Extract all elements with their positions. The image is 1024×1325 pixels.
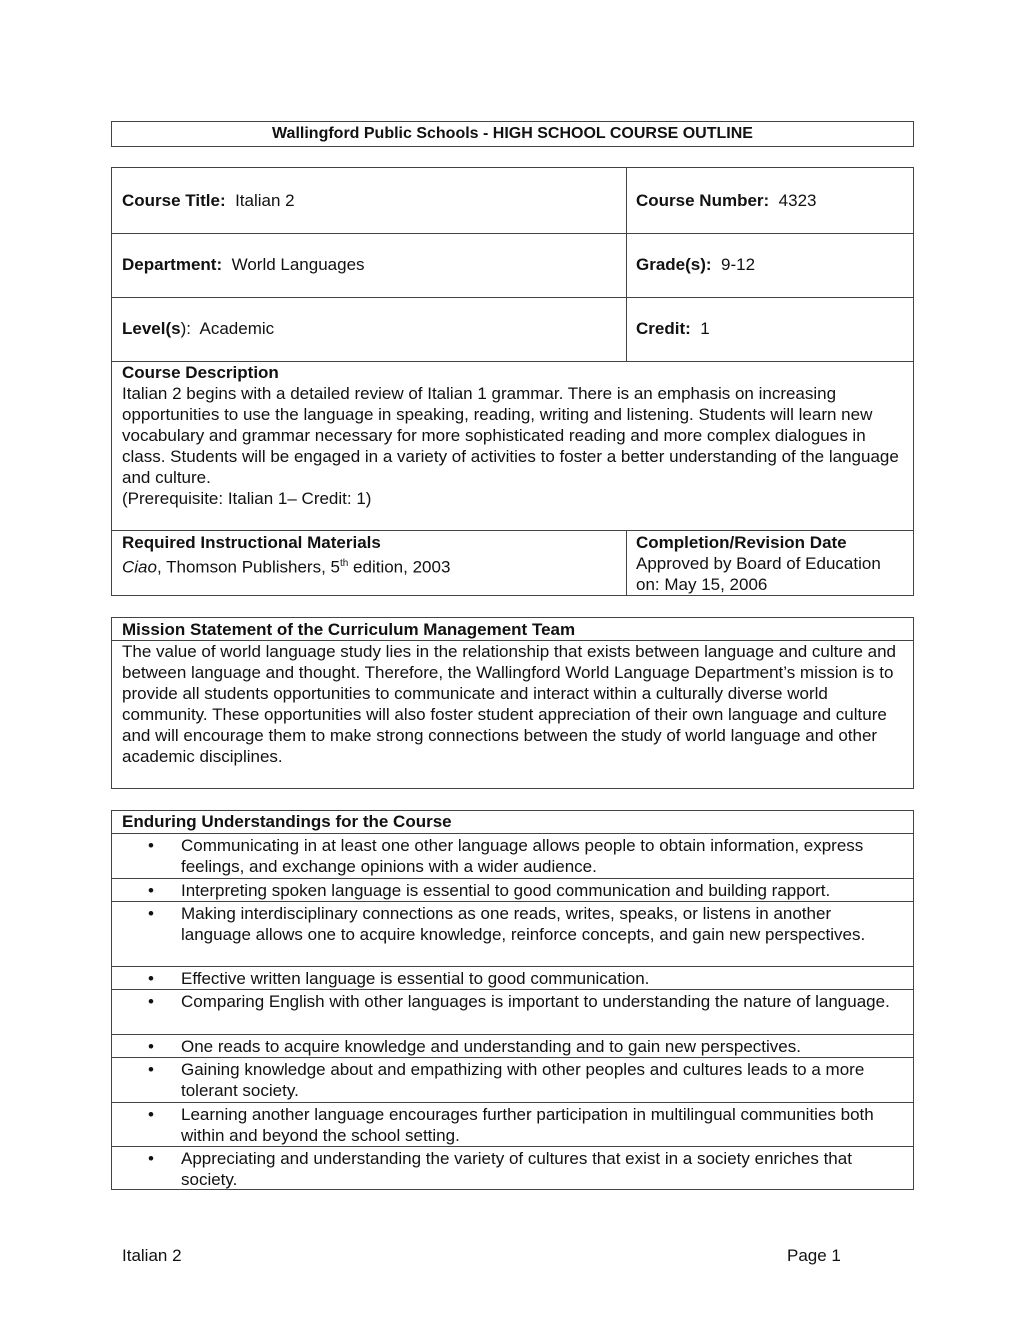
info-row-level <box>112 297 913 362</box>
course-info-table <box>111 167 914 596</box>
info-row-title <box>112 168 913 234</box>
column-divider <box>626 168 627 361</box>
course-description <box>122 362 907 509</box>
enduring-item: • Appreciating and understanding the variety of cultures that exist in a society enriches that society. <box>112 1146 913 1190</box>
footer-page-number: Page 1 <box>787 1246 841 1265</box>
department-cell: Department: World Languages <box>122 255 365 274</box>
course-title-cell: Course Title: Italian 2 <box>122 191 295 210</box>
bullet-icon: • <box>148 1037 154 1056</box>
bullet-icon: • <box>148 1060 154 1079</box>
enduring-understandings <box>111 810 914 1190</box>
completion-date-text: Approved by Board of Education on: May 15, 2006 <box>636 554 881 594</box>
enduring-item: • Gaining knowledge about and empathizing with other peoples and cultures leads to a more tolerant society. <box>112 1057 913 1102</box>
completion-date-title: Completion/Revision Date <box>636 533 847 552</box>
required-materials-text: Ciao, Thomson Publishers, 5th edition, 2003 <box>122 557 451 577</box>
mission-statement <box>111 617 914 789</box>
grades-cell: Grade(s): 9-12 <box>636 255 756 274</box>
enduring-item: • Interpreting spoken language is essential to good communication and building rapport. <box>112 878 913 901</box>
enduring-item: • Comparing English with other languages is important to understanding the nature of language. <box>112 989 913 1034</box>
info-row-department <box>112 233 913 298</box>
levels-cell: Level(s): Academic <box>122 319 275 338</box>
enduring-item: • One reads to acquire knowledge and understanding and to gain new perspectives. <box>112 1034 913 1057</box>
enduring-item: • Effective written language is essential to good communication. <box>112 966 913 989</box>
credit-cell: Credit: 1 <box>636 319 710 338</box>
enduring-item: • Learning another language encourages further participation in multilingual communities both within and beyond the school setting. <box>112 1102 913 1147</box>
course-description-text: Italian 2 begins with a detailed review of Italian 1 grammar. There is an emphasis on increasing opportunities to use the language in speaking, reading, writing and listening. Students will learn new vocabulary and grammar necessary for more sophisticated reading and more complex dialogues in class. Students will be engaged in a variety of activities to foster a better understanding of the language and culture. <box>122 384 899 487</box>
bullet-icon: • <box>148 904 154 923</box>
required-materials-title: Required Instructional Materials <box>122 533 381 552</box>
required-materials <box>122 532 622 578</box>
bullet-icon: • <box>148 881 154 900</box>
course-number-cell: Course Number: 4323 <box>636 191 817 210</box>
bullet-icon: • <box>148 1105 154 1124</box>
course-description-title: Course Description <box>122 363 279 382</box>
bullet-icon: • <box>148 1149 154 1168</box>
enduring-item: • Making interdisciplinary connections as one reads, writes, speaks, or listens in another language allows one to acquire knowledge, reinforce concepts, and gain new perspectives. <box>112 901 913 967</box>
mission-title: Mission Statement of the Curriculum Management Team <box>122 620 576 639</box>
bullet-icon: • <box>148 969 154 988</box>
footer-left: Italian 2 <box>122 1246 182 1265</box>
enduring-title: Enduring Understandings for the Course <box>122 812 452 831</box>
bullet-icon: • <box>148 992 154 1011</box>
materials-column-divider <box>626 530 627 596</box>
materials-divider <box>112 530 913 531</box>
document-header: Wallingford Public Schools - HIGH SCHOOL COURSE OUTLINE <box>111 121 914 147</box>
prerequisite-text: (Prerequisite: Italian 1– Credit: 1) <box>122 489 372 508</box>
enduring-item: • Communicating in at least one other language allows people to obtain information, express feelings, and exchange opinions with a wider audience. <box>112 833 913 878</box>
bullet-icon: • <box>148 836 154 855</box>
completion-date <box>636 532 908 595</box>
mission-text: The value of world language study lies in the relationship that exists between language and culture and between language and thought. Therefore, the Wallingford World Language Department’s mission is to provide all students opportunities to communicate and interact within a culturally diverse world community. These opportunities will also foster student appreciation of their own language and culture and will encourage them to make strong connections between the study of world language and other academic disciplines. <box>122 642 897 766</box>
